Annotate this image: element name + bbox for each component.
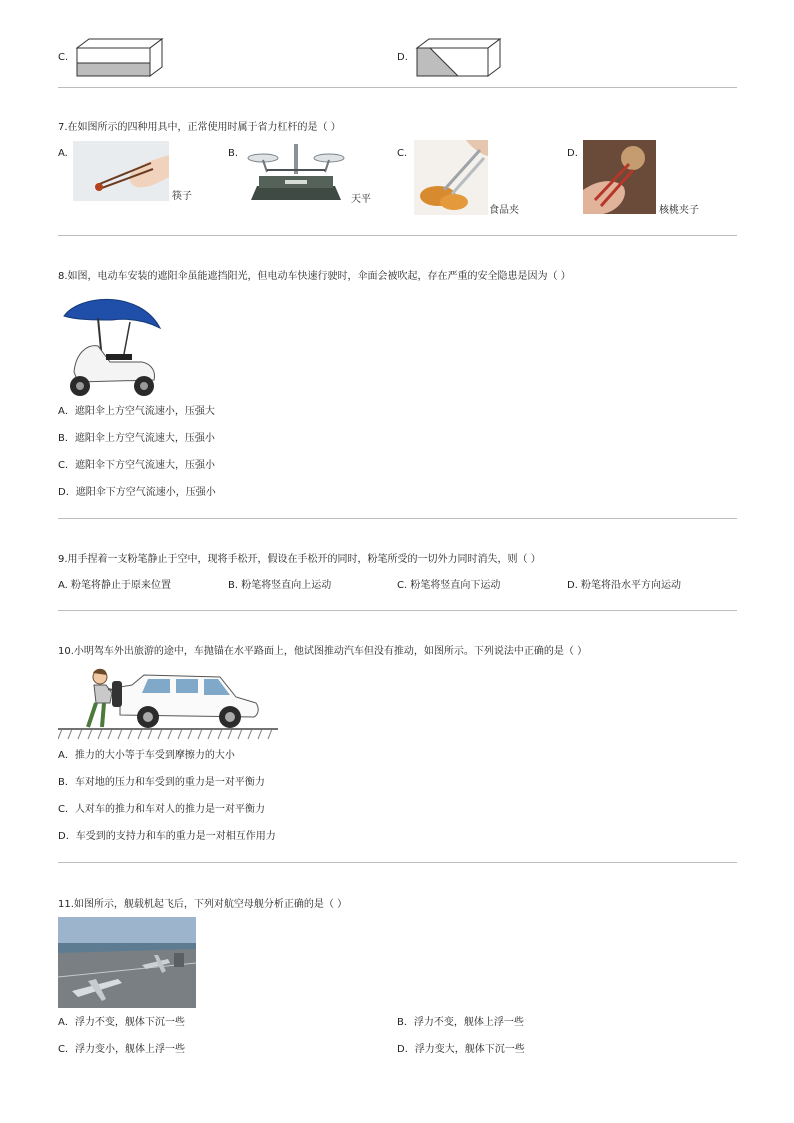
divider <box>58 862 737 863</box>
q10-option-b: B．车对地的压力和车受到的重力是一对平衡力 <box>58 777 265 788</box>
q7-option-b-label: B. <box>228 148 239 159</box>
q11-option-c: C．浮力变小，舰体上浮一些 <box>58 1044 185 1055</box>
q8-scooter-umbrella-photo <box>58 290 162 400</box>
q9-option-a: A. 粉笔将静止于原来位置 <box>58 580 172 591</box>
q11-option-b: B．浮力不变，舰体上浮一些 <box>397 1017 524 1028</box>
q6-option-d-label: D. <box>397 52 408 63</box>
q7-food-tongs-photo <box>414 140 488 215</box>
q8-option-b: B．遮阳伞上方空气流速大，压强小 <box>58 433 215 444</box>
q6-option-d-block-figure <box>414 38 504 80</box>
q10-option-a: A．推力的大小等于车受到摩擦力的大小 <box>58 750 235 761</box>
q7-chopsticks-photo <box>73 141 169 201</box>
q9-option-c: C. 粉笔将竖直向下运动 <box>397 580 501 591</box>
divider <box>58 235 737 236</box>
q7-option-a-label: A. <box>58 148 68 159</box>
q7-option-c-label: C. <box>397 148 408 159</box>
q10-option-d: D．车受到的支持力和车的重力是一对相互作用力 <box>58 831 276 842</box>
q8-option-d: D．遮阳伞下方空气流速小，压强小 <box>58 487 216 498</box>
q7-balance-scale-photo <box>245 142 347 202</box>
q8-option-a: A．遮阳伞上方空气流速小，压强大 <box>58 406 215 417</box>
q8-option-c: C．遮阳伞下方空气流速大，压强小 <box>58 460 215 471</box>
q11-stem: 11.如图所示，舰载机起飞后，下列对航空母舰分析正确的是（ ） <box>58 899 348 910</box>
q8-stem: 8.如图，电动车安装的遮阳伞虽能遮挡阳光，但电动车快速行驶时，伞面会被吹起，存在严重的安全隐患是因为（ ） <box>58 271 571 282</box>
q7-option-d-label: D. <box>567 148 578 159</box>
q6-option-c-block-figure <box>76 38 164 80</box>
q9-option-d: D. 粉笔将沿水平方向运动 <box>567 580 682 591</box>
q11-option-a: A．浮力不变，舰体下沉一些 <box>58 1017 185 1028</box>
divider <box>58 518 737 519</box>
q10-stem: 10.小明驾车外出旅游的途中，车抛锚在水平路面上，他试图推动汽车但没有推动，如图所示。下列说法中正确的是（ ） <box>58 646 588 657</box>
q10-option-c: C．人对车的推力和车对人的推力是一对平衡力 <box>58 804 265 815</box>
q7-option-a-caption: 筷子 <box>172 191 192 202</box>
q11-aircraft-carrier-photo <box>58 917 196 1008</box>
q11-option-d: D．浮力变大，舰体下沉一些 <box>397 1044 525 1055</box>
q7-option-d-caption: 核桃夹子 <box>659 205 699 216</box>
q9-stem: 9.用手捏着一支粉笔静止于空中，现将手松开，假设在手松开的同时，粉笔所受的一切外力同时消失，则（ ） <box>58 554 541 565</box>
divider <box>58 610 737 611</box>
divider <box>58 87 737 88</box>
q7-nutcracker-photo <box>583 140 656 214</box>
q7-option-c-caption: 食品夹 <box>489 205 519 216</box>
q7-option-b-caption: 天平 <box>351 194 371 205</box>
q6-option-c-label: C. <box>58 52 69 63</box>
q7-stem: 7.在如图所示的四种用具中，正常使用时属于省力杠杆的是（ ） <box>58 122 341 133</box>
q10-push-car-illustration <box>58 663 280 743</box>
q9-option-b: B. 粉笔将竖直向上运动 <box>228 580 332 591</box>
